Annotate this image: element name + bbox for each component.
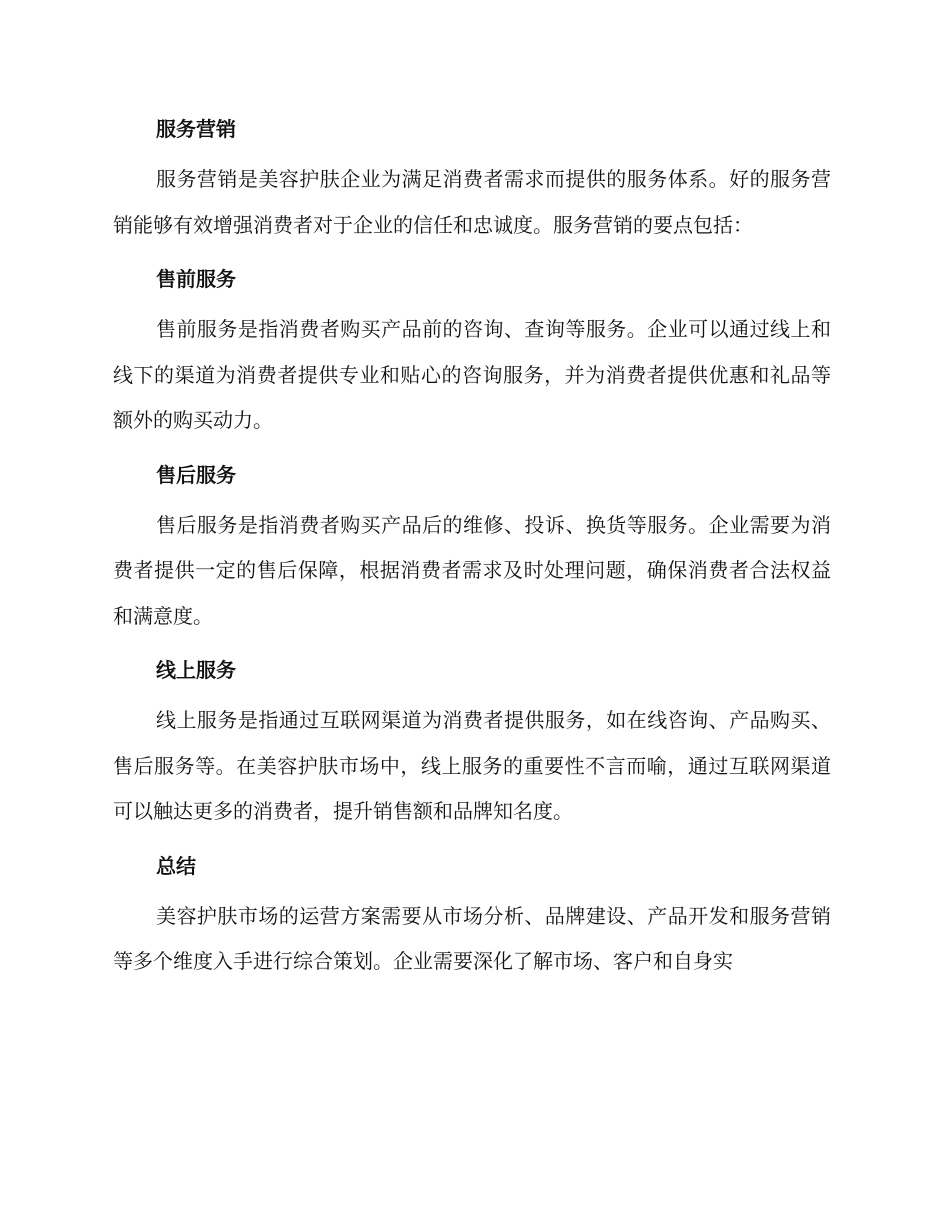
section-paragraph: 线上服务是指通过互联网渠道为消费者提供服务，如在线咨询、产品购买、售后服务等。在美容护肤市场中，线上服务的重要性不言而喻，通过互联网渠道可以触达更多的消费者，提升销售额和品牌知名度。 [113,708,831,823]
document-page [113,106,831,993]
section-heading: 售前服务 [156,267,236,291]
section-paragraph: 服务营销是美容护肤企业为满足消费者需求而提供的服务体系。好的服务营销能够有效增强消费者对于企业的信任和忠诚度。服务营销的要点包括： [113,167,831,237]
section-heading: 售后服务 [156,462,236,487]
section-service-marketing [113,106,831,248]
section-paragraph: 美容护肤市场的运营方案需要从市场分析、品牌建设、产品开发和服务营销等多个维度入手进行综合策划。企业需要深化了解市场、客户和自身实 [113,903,831,973]
section-online-service [113,647,831,835]
section-summary [113,843,831,985]
section-paragraph: 售后服务是指消费者购买产品后的维修、投诉、换货等服务。企业需要为消费者提供一定的售后保障，根据消费者需求及时处理问题，确保消费者合法权益和满意度。 [113,512,831,628]
section-pre-sales-service [113,256,831,444]
section-heading: 服务营销 [156,117,236,141]
section-after-sales-service [113,452,831,640]
section-heading: 总结 [156,853,196,878]
section-heading: 线上服务 [156,658,236,682]
section-paragraph: 售前服务是指消费者购买产品前的咨询、查询等服务。企业可以通过线上和线下的渠道为消费者提供专业和贴心的咨询服务，并为消费者提供优惠和礼品等额外的购买动力。 [113,317,831,432]
